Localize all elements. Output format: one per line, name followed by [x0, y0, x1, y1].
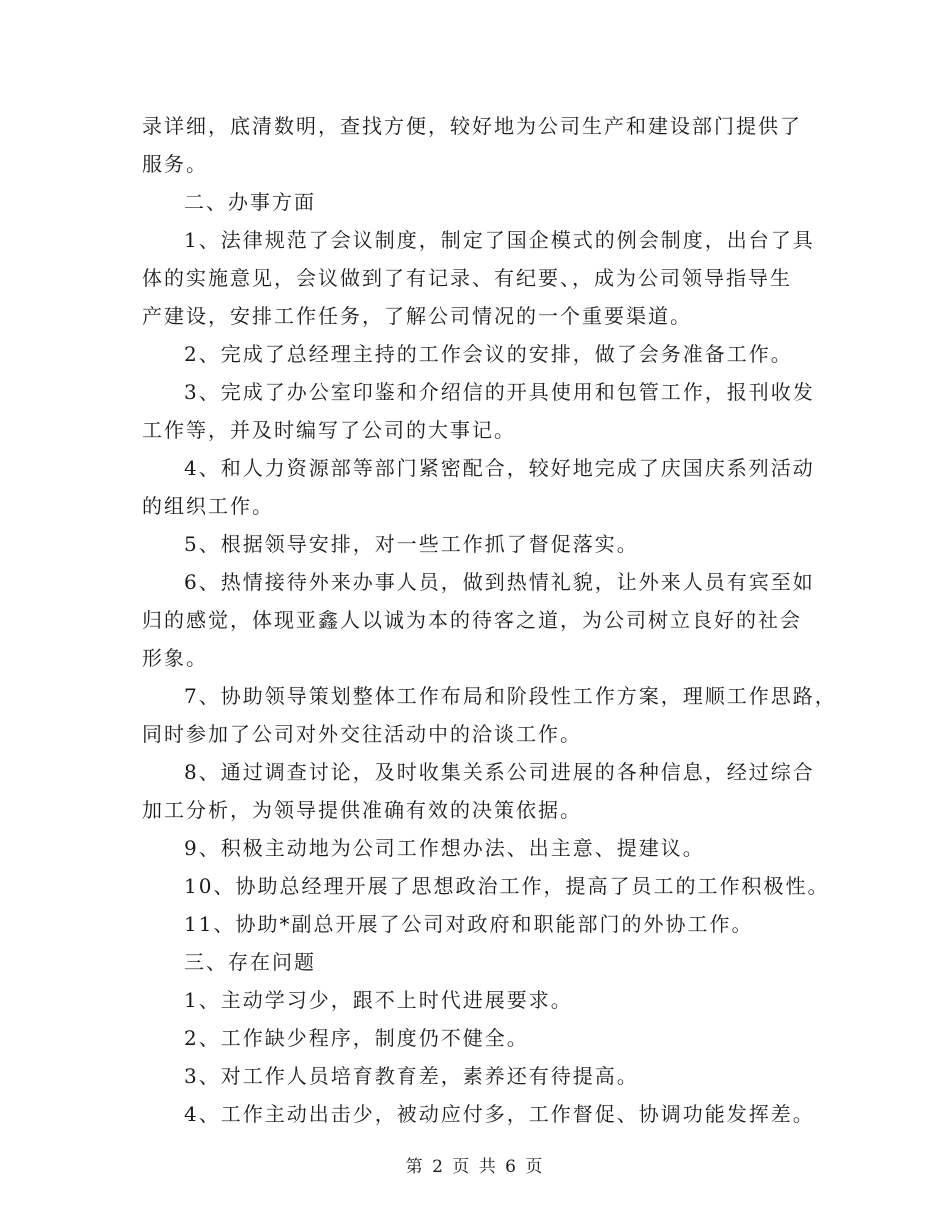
text-line: 3、完成了办公室印鉴和介绍信的开具使用和包管工作，报刊收发	[184, 380, 815, 404]
text-line: 加工分析，为领导提供准确有效的决策依据。	[142, 798, 582, 822]
page-footer: 第 2 页 共 6 页	[405, 1157, 545, 1177]
text-line: 5、根据领导安排，对一些工作抓了督促落实。	[184, 532, 639, 556]
text-line: 形象。	[142, 646, 208, 670]
text-line: 服务。	[142, 152, 208, 176]
text-line: 10、协助总经理开展了思想政治工作，提高了员工的工作积极性。	[184, 874, 830, 898]
text-line: 录详细，底清数明，查找方便，较好地为公司生产和建设部门提供了	[142, 114, 802, 138]
text-line: 9、积极主动地为公司工作想办法、出主意、提建议。	[184, 836, 705, 860]
text-line: 2、完成了总经理主持的工作会议的安排，做了会务准备工作。	[184, 342, 793, 366]
text-line: 同时参加了公司对外交往活动中的洽谈工作。	[142, 722, 582, 746]
text-line: 4、工作主动出击少，被动应付多，工作督促、协调功能发挥差。	[184, 1102, 815, 1126]
text-line: 三、存在问题	[184, 950, 316, 974]
text-line: 归的感觉，体现亚鑫人以诚为本的待客之道，为公司树立良好的社会	[142, 608, 802, 632]
text-line: 1、主动学习少，跟不上时代进展要求。	[184, 988, 573, 1012]
text-line: 8、通过调查讨论，及时收集关系公司进展的各种信息，经过综合	[184, 760, 815, 784]
text-line: 二、办事方面	[184, 190, 316, 214]
text-line: 7、协助领导策划整体工作布局和阶段性工作方案，理顺工作思路，	[184, 684, 837, 708]
text-line: 2、工作缺少程序，制度仍不健全。	[184, 1026, 529, 1050]
text-line: 的组织工作。	[142, 494, 274, 518]
text-line: 1、法律规范了会议制度，制定了国企模式的例会制度，出台了具	[184, 228, 815, 252]
text-line: 3、对工作人员培育教育差，素养还有待提高。	[184, 1064, 639, 1088]
text-line: 11、协助*副总开展了公司对政府和职能部门的外协工作。	[184, 912, 754, 936]
text-line: 体的实施意见，会议做到了有记录、有纪要、，成为公司领导指导生	[142, 266, 792, 290]
text-line: 产建设，安排工作任务，了解公司情况的一个重要渠道。	[142, 304, 692, 328]
document-body	[142, 107, 837, 1133]
text-line: 工作等，并及时编写了公司的大事记。	[142, 418, 516, 442]
text-line: 6、热情接待外来办事人员，做到热情礼貌，让外来人员有宾至如	[184, 570, 815, 594]
text-line: 4、和人力资源部等部门紧密配合，较好地完成了庆国庆系列活动	[184, 456, 815, 480]
